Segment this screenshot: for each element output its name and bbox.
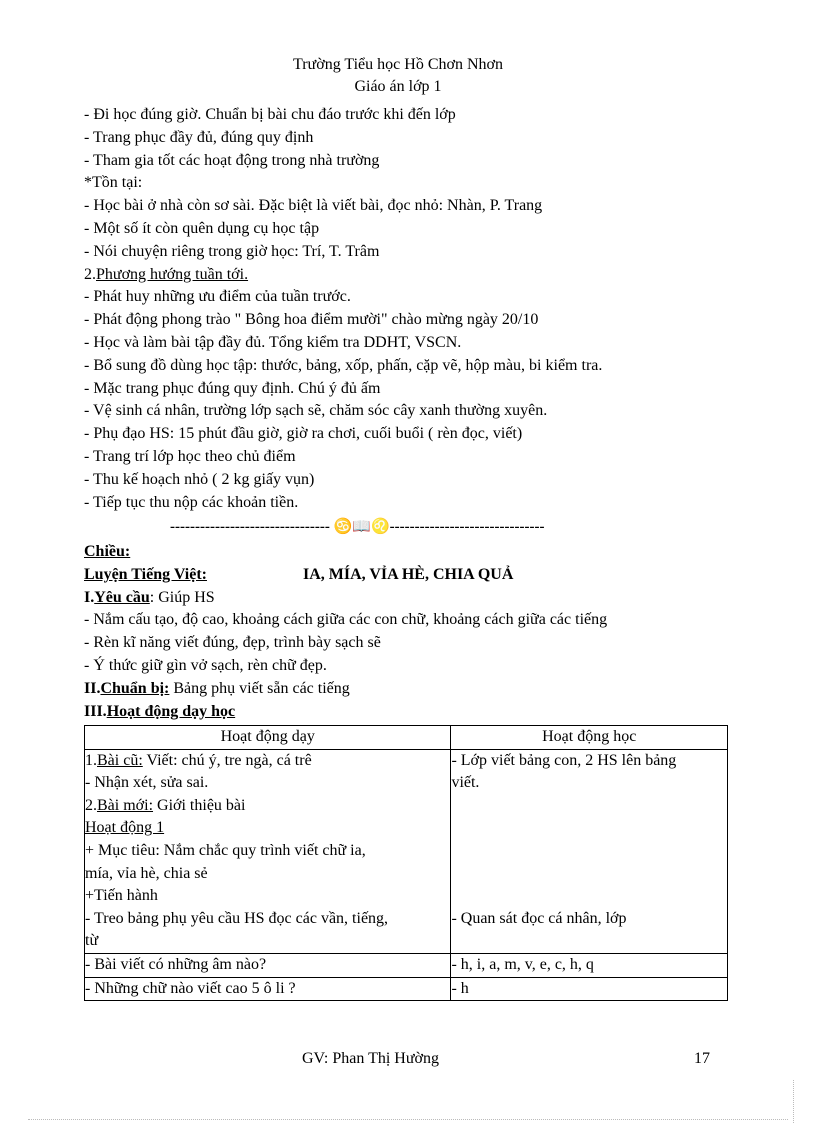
teach-line: - Bài viết có những âm nào?: [85, 955, 267, 973]
teach-line: [85, 750, 450, 773]
learn-line: [451, 885, 727, 908]
teacher-name: GV: Phan Thị Hường: [302, 1050, 439, 1067]
teaching-cell: [85, 977, 451, 1001]
teaching-cell: [85, 953, 451, 977]
strength-item: - Trang phục đầy đủ, đúng quy định: [84, 128, 314, 146]
learn-line: [451, 863, 727, 886]
teach-text: Giới thiệu bài: [153, 796, 246, 814]
afternoon-label: Chiều:: [84, 543, 131, 560]
direction-number: 2.: [84, 265, 96, 283]
direction-item: - Tiếp tục thu nộp các khoản tiền.: [84, 493, 299, 511]
section-divider: [170, 517, 630, 536]
learn-line: - Quan sát đọc cá nhân, lớp: [451, 909, 627, 927]
direction-item: - Phát huy những ưu điểm của tuần trước.: [84, 288, 351, 306]
direction-item: - Phát động phong trào " Bông hoa điểm mười" chào mừng ngày 20/10: [84, 311, 539, 329]
direction-item: - Phụ đạo HS: 15 phút đầu giờ, giờ ra chơi, cuối buổi ( rèn đọc, viết): [84, 425, 523, 443]
act-label: Hoạt động dạy học: [106, 702, 236, 720]
divider-dashes-left: --------------------------------: [170, 519, 334, 535]
table-row: [85, 977, 728, 1001]
learn-line: - h, i, a, m, v, e, c, h, q: [451, 955, 594, 973]
teach-text: Viết: chú ý, tre ngà, cá trê: [142, 751, 312, 769]
page-border-bottom: [28, 1119, 788, 1120]
table-header-row: [85, 726, 728, 750]
prep-label: Chuẩn bị:: [100, 679, 170, 697]
req-number: I.: [84, 588, 95, 606]
divider-dashes-right: -------------------------------: [389, 519, 545, 535]
subject-line: [84, 564, 744, 587]
teach-line: mía, vỉa hè, chia sẻ: [85, 864, 208, 882]
teach-num: 2.: [85, 796, 97, 814]
school-name: Trường Tiểu học Hồ Chơn Nhơn: [293, 56, 503, 73]
afternoon-label-line: [84, 541, 744, 564]
learn-line: [451, 817, 727, 840]
learn-line: [451, 930, 727, 953]
teaching-cell: [85, 749, 451, 953]
teach-line: từ: [85, 932, 99, 950]
weakness-heading: *Tồn tại:: [84, 174, 143, 192]
page-border-right: [793, 1080, 794, 1123]
teach-underlined: Bài mới:: [97, 796, 154, 814]
header-teaching: Hoạt động dạy: [85, 726, 451, 750]
requirements-heading: [84, 587, 744, 610]
direction-item: - Trang trí lớp học theo chủ điểm: [84, 447, 296, 465]
learn-line: viết.: [451, 774, 480, 792]
direction-item: - Mặc trang phục đúng quy định. Chú ý đủ ấm: [84, 379, 381, 397]
teach-line: - Treo bảng phụ yêu cầu HS đọc các vần, tiếng,: [85, 909, 389, 927]
lesson-plan-title: Giáo án lớp 1: [354, 78, 442, 95]
direction-item: - Bổ sung đồ dùng học tập: thước, bảng, xốp, phấn, cặp vẽ, hộp màu, bi kiểm tra.: [84, 356, 603, 374]
weakness-item: - Học bài ở nhà còn sơ sài. Đặc biệt là viết bài, đọc nhỏ: Nhàn, P. Trang: [84, 197, 543, 215]
review-section: [84, 104, 734, 514]
weakness-item: - Nói chuyện riêng trong giờ học: Trí, T. Trâm: [84, 242, 380, 260]
act-number: III.: [84, 702, 107, 720]
activities-heading: [84, 701, 744, 724]
teach-line: - Nhận xét, sửa sai.: [85, 774, 209, 792]
direction-item: - Học và làm bài tập đầy đủ. Tổng kiểm tra DDHT, VSCN.: [84, 333, 462, 351]
learning-cell: [451, 977, 728, 1001]
preparation-line: [84, 678, 744, 701]
direction-item: - Vệ sinh cá nhân, trường lớp sạch sẽ, chăm sóc cây xanh thường xuyên.: [84, 402, 548, 420]
learning-cell: [451, 749, 728, 953]
req-text: : Giúp HS: [149, 588, 215, 606]
learn-line: - Lớp viết bảng con, 2 HS lên bảng: [451, 751, 677, 769]
direction-heading-text: Phương hướng tuần tới.: [96, 265, 249, 283]
header-learning: Hoạt động học: [451, 726, 728, 750]
lesson-title: IA, MÍA, VỈA HÈ, CHIA QUẢ: [303, 565, 514, 583]
prep-number: II.: [84, 679, 101, 697]
learn-line: [451, 795, 727, 818]
teach-num: 1.: [85, 751, 97, 769]
direction-item: - Thu kế hoạch nhỏ ( 2 kg giấy vụn): [84, 470, 315, 488]
subject-label: Luyện Tiếng Việt:: [84, 565, 207, 583]
page-number: 17: [694, 1050, 710, 1067]
teach-line: Hoạt động 1: [85, 819, 165, 837]
weakness-item: - Một số ít còn quên dụng cụ học tập: [84, 219, 320, 237]
table-row: [85, 953, 728, 977]
direction-heading: [84, 264, 734, 287]
teach-line: +Tiến hành: [85, 887, 158, 905]
prep-text: Bảng phụ viết sẵn các tiếng: [169, 679, 350, 697]
teach-line: + Mục tiêu: Nắm chắc quy trình viết chữ ia,: [85, 841, 366, 859]
table-row: [85, 749, 728, 953]
teach-line: [85, 795, 450, 818]
strength-item: - Tham gia tốt các hoạt động trong nhà trường: [84, 151, 380, 169]
requirement-item: - Rèn kĩ năng viết đúng, đẹp, trình bày sạch sẽ: [84, 634, 381, 652]
divider-ornament-icon: ♋📖♌: [333, 519, 390, 535]
activities-table: [84, 725, 728, 1001]
afternoon-section: [84, 541, 744, 723]
requirement-item: - Ý thức giữ gìn vở sạch, rèn chữ đẹp.: [84, 656, 327, 674]
strength-item: - Đi học đúng giờ. Chuẩn bị bài chu đáo trước khi đến lớp: [84, 106, 456, 123]
requirement-item: - Nắm cấu tạo, độ cao, khoảng cách giữa các con chữ, khoảng cách giữa các tiếng: [84, 611, 608, 629]
teach-line: - Những chữ nào viết cao 5 ô li ?: [85, 979, 296, 997]
learn-line: - h: [451, 979, 469, 997]
req-label: Yêu cầu: [94, 588, 150, 606]
teach-underlined: Bài cũ:: [97, 751, 143, 769]
learning-cell: [451, 953, 728, 977]
learn-line: [451, 840, 727, 863]
